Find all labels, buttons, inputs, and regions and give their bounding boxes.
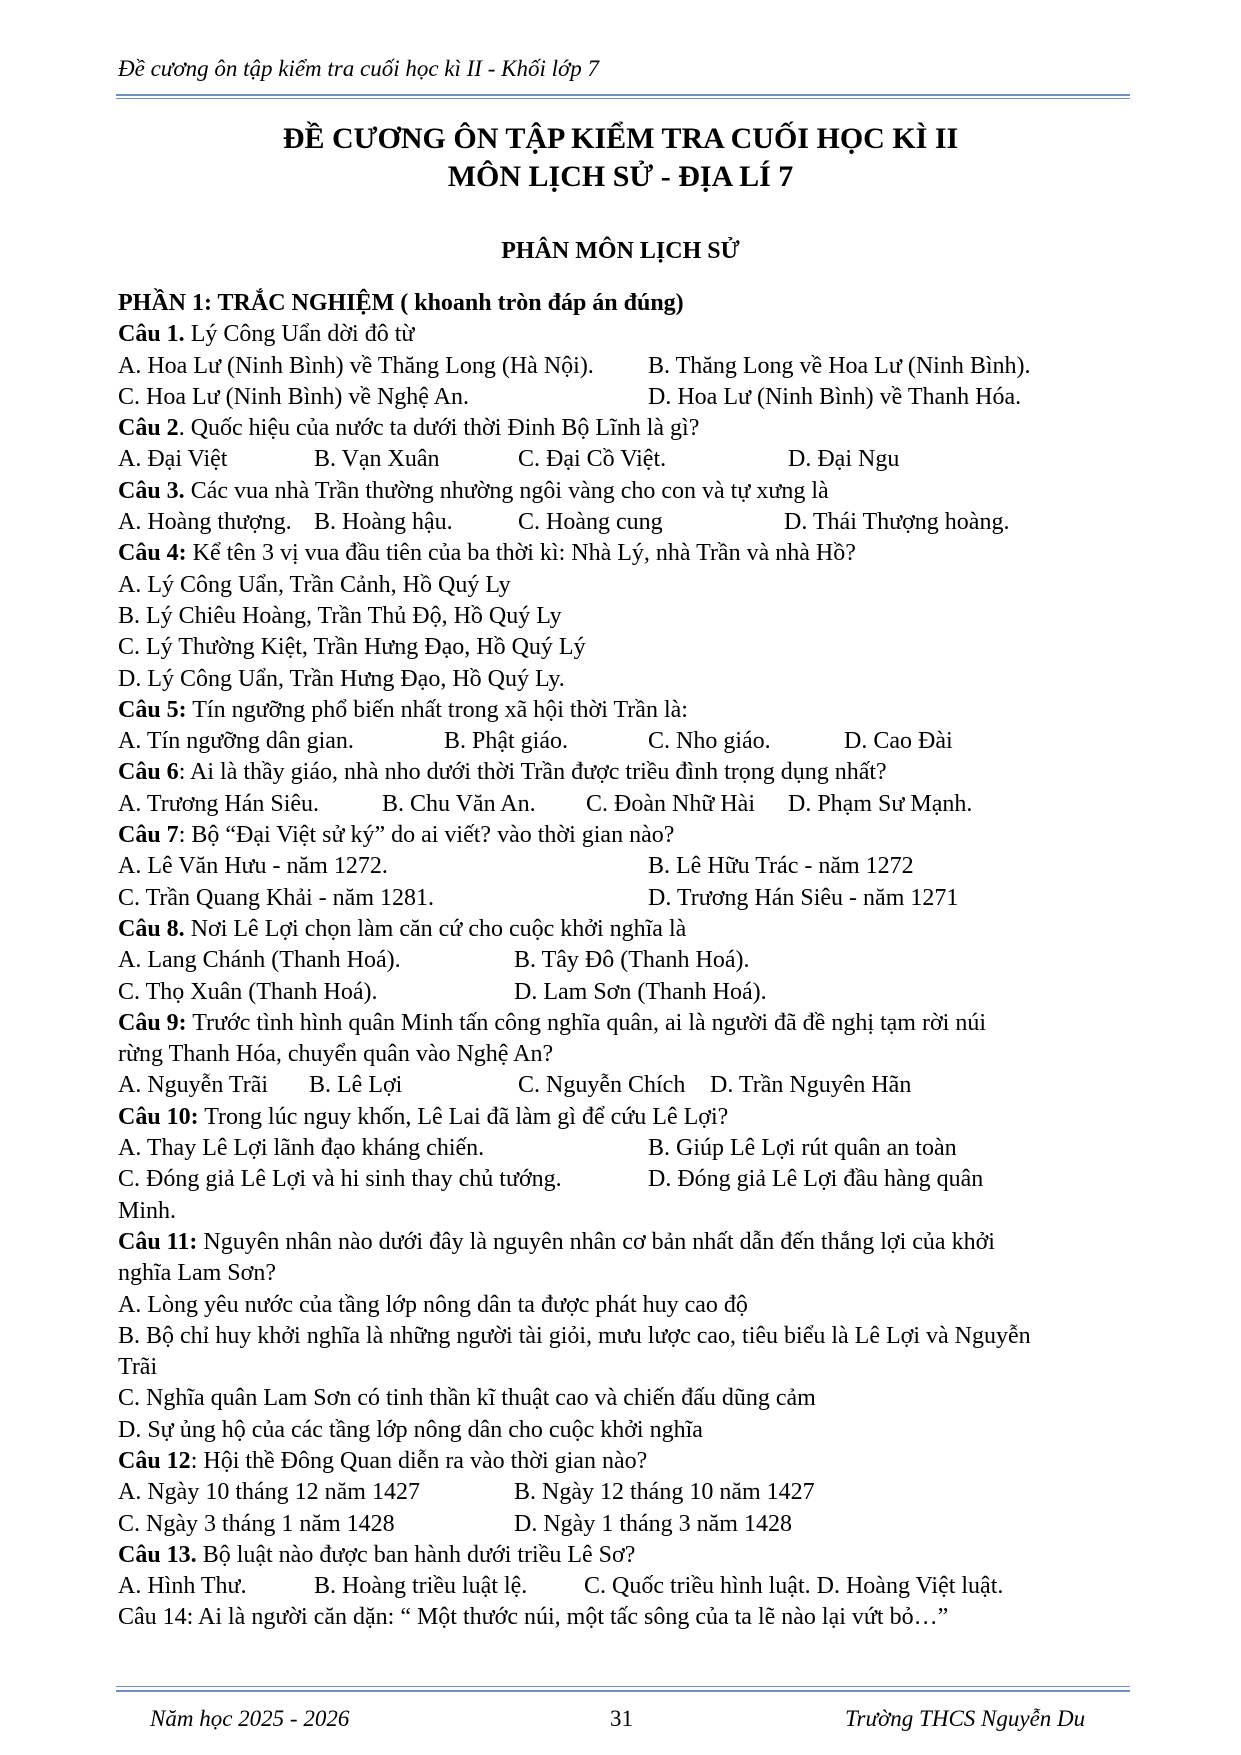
answer-option: C. Đại Cồ Việt.	[518, 446, 667, 473]
question-text: Lý Công Uẩn dời đô từ	[184, 321, 415, 348]
question-text: Tín ngưỡng phổ biến nhất trong xã hội thời Trần là:	[186, 696, 688, 723]
header-rule-thin	[116, 98, 1130, 99]
answer-option: B. Ngày 12 tháng 10 năm 1427	[514, 1479, 815, 1506]
text-line: nghĩa Lam Sơn?	[118, 1260, 276, 1287]
question-stem	[118, 1008, 1168, 1039]
text-line: D. Lý Công Uẩn, Trần Hưng Đạo, Hồ Quý Ly.	[118, 665, 565, 692]
answer-option: B. Vạn Xuân	[314, 446, 440, 473]
answer-options-row	[118, 1477, 1168, 1508]
answer-option: C. Nho giáo.	[648, 728, 771, 755]
question-text: Kể tên 3 vị vua đầu tiên của ba thời kì: Nhà Lý, nhà Trần và nhà Hồ?	[186, 540, 856, 567]
answer-options-row	[118, 382, 1168, 413]
answer-option: D. Thái Thượng hoàng.	[784, 509, 1010, 536]
answer-option: C. Thọ Xuân (Thanh Hoá).	[118, 978, 378, 1005]
answer-option: D. Trần Nguyên Hãn	[710, 1072, 912, 1099]
question-stem	[118, 413, 1168, 444]
answer-option: D. Phạm Sư Mạnh.	[788, 790, 973, 817]
section-heading: PHÂN MÔN LỊCH SỬ	[501, 238, 740, 264]
question-stem	[118, 757, 1168, 788]
question-label: Câu 11:	[118, 1228, 198, 1255]
answer-option: B. Lê Hữu Trác - năm 1272	[648, 853, 914, 880]
question-text: : Hội thề Đông Quan diễn ra vào thời gian nào?	[190, 1447, 648, 1474]
question-label: Câu 4:	[118, 540, 187, 567]
question-lines	[118, 319, 1168, 1633]
answer-option: A. Tín ngưỡng dân gian.	[118, 728, 354, 755]
answer-option: C. Đóng giả Lê Lợi và hi sinh thay chủ tướng.	[118, 1166, 562, 1193]
answer-option: A. Nguyễn Trãi	[118, 1072, 269, 1099]
text-line: B. Lý Chiêu Hoàng, Trần Thủ Độ, Hồ Quý Ly	[118, 602, 562, 629]
answer-option: A. Lê Văn Hưu - năm 1272.	[118, 853, 388, 880]
answer-option: A. Hoàng thượng.	[118, 509, 292, 536]
answer-option: D. Trương Hán Siêu - năm 1271	[648, 884, 959, 911]
answer-options-row	[118, 851, 1168, 882]
answer-options-row	[118, 507, 1168, 538]
answer-option: A. Ngày 10 tháng 12 năm 1427	[118, 1479, 420, 1506]
question-text: Các vua nhà Trần thường nhường ngôi vàng cho con và tự xưng là	[184, 477, 829, 504]
header-rule	[116, 94, 1130, 96]
text-line: rừng Thanh Hóa, chuyển quân vào Nghệ An?	[118, 1041, 554, 1068]
answer-option: D. Ngày 1 tháng 3 năm 1428	[514, 1510, 792, 1537]
text-line: C. Lý Thường Kiệt, Trần Hưng Đạo, Hồ Quý Lý	[118, 634, 586, 661]
answer-option: C. Trần Quang Khải - năm 1281.	[118, 884, 434, 911]
answer-options-row	[118, 1070, 1168, 1101]
answer-option: B. Phật giáo.	[444, 728, 568, 755]
answer-options-row	[118, 1509, 1168, 1540]
answer-option: B. Giúp Lê Lợi rút quân an toàn	[648, 1135, 957, 1162]
question-text: Bộ luật nào được ban hành dưới triều Lê Sơ?	[196, 1541, 636, 1568]
question-text: Nguyên nhân nào dưới đây là nguyên nhân cơ bản nhất dẫn đến thắng lợi của khởi	[197, 1228, 995, 1255]
answer-options-row	[118, 977, 1168, 1008]
question-stem	[118, 538, 1168, 569]
answer-option: C. Đoàn Nhữ Hài	[586, 790, 755, 817]
answer-option: B. Tây Đô (Thanh Hoá).	[514, 947, 750, 974]
answer-option: B. Lê Lợi	[309, 1072, 403, 1099]
question-text: Trước tình hình quân Minh tấn công nghĩa quân, ai là người đã đề nghị tạm rời núi	[186, 1009, 986, 1036]
footer-school-name: Trường THCS Nguyễn Du	[845, 1706, 1086, 1731]
question-stem	[118, 1446, 1168, 1477]
answer-option: B. Hoàng hậu.	[314, 509, 453, 536]
part-heading: PHẦN 1: TRẮC NGHIỆM ( khoanh tròn đáp án đúng)	[118, 290, 684, 316]
page-number: 31	[610, 1706, 633, 1731]
answer-option: A. Hoa Lư (Ninh Bình) về Thăng Long (Hà Nội).	[118, 352, 594, 379]
text-line: C. Nghĩa quân Lam Sơn có tinh thần kĩ thuật cao và chiến đấu dũng cảm	[118, 1385, 816, 1412]
question-text: : Bộ “Đại Việt sử ký” do ai viết? vào thời gian nào?	[178, 822, 675, 849]
question-text: Nơi Lê Lợi chọn làm căn cứ cho cuộc khởi nghĩa là	[184, 915, 687, 942]
footer-rule-thin	[116, 1686, 1130, 1687]
answer-option: D. Đại Ngu	[788, 446, 900, 473]
question-label: Câu 2	[118, 415, 179, 442]
question-text: Trong lúc nguy khốn, Lê Lai đã làm gì để cứu Lê Lợi?	[198, 1103, 729, 1130]
answer-option: C. Nguyễn Chích	[518, 1072, 686, 1099]
question-list	[118, 288, 1168, 1634]
question-label: Câu 5:	[118, 696, 187, 723]
answer-option: D. Cao Đài	[844, 728, 953, 755]
answer-option: D. Lam Sơn (Thanh Hoá).	[514, 978, 767, 1005]
question-label: Câu 6	[118, 759, 179, 786]
answer-options-row	[118, 726, 1168, 757]
answer-options-row	[118, 351, 1168, 382]
question-label: Câu 3.	[118, 477, 185, 504]
question-label: Câu 10:	[118, 1103, 199, 1130]
answer-option: B. Hoàng triều luật lệ.	[314, 1573, 528, 1600]
footer-rule	[116, 1690, 1130, 1692]
answer-options-row	[118, 883, 1168, 914]
question-stem	[118, 1102, 1168, 1133]
answer-option: C. Quốc triều hình luật. D. Hoàng Việt luật.	[584, 1573, 1004, 1600]
question-label: Câu 1.	[118, 321, 185, 348]
answer-option: A. Đại Việt	[118, 446, 228, 473]
document-title-line-1: ĐỀ CƯƠNG ÔN TẬP KIỂM TRA CUỐI HỌC KÌ II	[282, 122, 959, 155]
answer-option: C. Ngày 3 tháng 1 năm 1428	[118, 1510, 395, 1537]
text-line: Trãi	[118, 1354, 158, 1381]
answer-option: A. Trương Hán Siêu.	[118, 790, 320, 817]
document-title-line-2: MÔN LỊCH SỬ - ĐỊA LÍ 7	[447, 160, 794, 193]
question-label: Câu 7	[118, 822, 179, 849]
question-stem	[118, 319, 1168, 350]
question-stem	[118, 476, 1168, 507]
answer-option: B. Chu Văn An.	[382, 790, 536, 817]
text-line: Câu 14: Ai là người căn dặn: “ Một thước núi, một tấc sông của ta lẽ nào lại vứt bỏ…”	[118, 1604, 949, 1631]
text-line: B. Bộ chỉ huy khởi nghĩa là những người tài giỏi, mưu lược cao, tiêu biểu là Lê Lợi và Nguyễn	[118, 1322, 1031, 1349]
answer-option: A. Thay Lê Lợi lãnh đạo kháng chiến.	[118, 1135, 485, 1162]
answer-options-row	[118, 1164, 1168, 1195]
answer-option: A. Hình Thư.	[118, 1573, 247, 1600]
answer-option: B. Thăng Long về Hoa Lư (Ninh Bình).	[648, 352, 1031, 379]
question-stem	[118, 1227, 1168, 1258]
text-line: D. Sự ủng hộ của các tầng lớp nông dân cho cuộc khởi nghĩa	[118, 1416, 703, 1443]
question-text: : Ai là thầy giáo, nhà nho dưới thời Trần được triều đình trọng dụng nhất?	[178, 759, 887, 786]
text-line: A. Lý Công Uẩn, Trần Cảnh, Hồ Quý Ly	[118, 571, 511, 598]
answer-option: C. Hoàng cung	[518, 509, 663, 536]
question-stem	[118, 914, 1168, 945]
answer-options-row	[118, 1133, 1168, 1164]
question-stem	[118, 820, 1168, 851]
answer-options-row	[118, 444, 1168, 475]
answer-option: D. Hoa Lư (Ninh Bình) về Thanh Hóa.	[648, 383, 1022, 410]
text-line: Minh.	[118, 1197, 177, 1224]
text-line: A. Lòng yêu nước của tầng lớp nông dân ta được phát huy cao độ	[118, 1291, 748, 1318]
answer-options-row	[118, 1571, 1168, 1602]
answer-options-row	[118, 945, 1168, 976]
question-label: Câu 13.	[118, 1541, 197, 1568]
answer-option: C. Hoa Lư (Ninh Bình) về Nghệ An.	[118, 383, 469, 410]
question-label: Câu 8.	[118, 915, 185, 942]
question-stem	[118, 695, 1168, 726]
answer-options-row	[118, 789, 1168, 820]
question-label: Câu 12	[118, 1447, 191, 1474]
answer-option: D. Đóng giả Lê Lợi đầu hàng quân	[648, 1166, 984, 1193]
question-label: Câu 9:	[118, 1009, 187, 1036]
footer-school-year: Năm học 2025 - 2026	[150, 1706, 350, 1731]
question-stem	[118, 1540, 1168, 1571]
question-text: . Quốc hiệu của nước ta dưới thời Đinh Bộ Lĩnh là gì?	[178, 415, 700, 442]
running-header: Đề cương ôn tập kiểm tra cuối học kì II - Khối lớp 7	[118, 56, 600, 81]
answer-option: A. Lang Chánh (Thanh Hoá).	[118, 947, 401, 974]
